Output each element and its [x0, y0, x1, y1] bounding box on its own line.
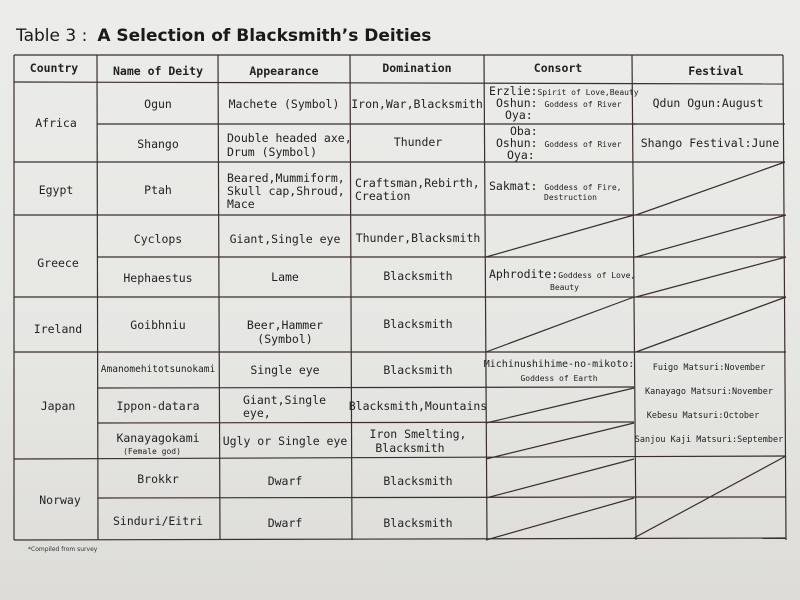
consort-name: Oya:	[505, 108, 533, 122]
deity-kanayagokami: Kanayagokami	[116, 431, 200, 445]
consort-shango-3	[507, 148, 535, 162]
empty-cell-slash	[486, 498, 634, 540]
appearance-brokkr: Dwarf	[267, 474, 303, 488]
appearance-cyclops: Giant,Single eye	[229, 232, 341, 246]
header-consort: Consort	[533, 61, 583, 75]
consort-amanomehitotsunokami: Michinushihime-no-mikoto:	[483, 359, 635, 370]
table-number: Table 3 :	[16, 26, 88, 46]
appearance-hephaestus: Lame	[271, 270, 299, 284]
appearance-goibhniu-1: Beer,Hammer	[246, 318, 324, 332]
festival-japan-4: Sanjou Kaji Matsuri:September	[634, 435, 784, 445]
empty-cell-slash	[486, 423, 634, 459]
consort-name: Oshun:	[496, 96, 538, 110]
festival-japan-1: Fuigo Matsuri:November	[652, 363, 766, 373]
deity-hephaestus: Hephaestus	[123, 271, 193, 285]
consort-ogun-3	[505, 108, 533, 122]
header-appearance: Appearance	[249, 64, 319, 78]
festival-japan-3: Kebesu Matsuri:October	[646, 411, 760, 421]
domination-brokkr: Blacksmith	[383, 474, 453, 488]
deity-sinduri: Sinduri/Eitri	[112, 514, 204, 528]
deity-kanayagokami-note: (Female god)	[123, 447, 181, 456]
appearance-ippon-1: Giant,Single	[243, 393, 327, 407]
deity-ogun: Ogun	[144, 97, 172, 111]
empty-cell-slash	[636, 297, 786, 352]
consort-name: Oshun:	[496, 136, 538, 150]
festival-ogun: Qdun Ogun:August	[652, 96, 764, 110]
deity-ippon: Ippon-datara	[116, 399, 200, 413]
consort-name: Oya:	[507, 148, 535, 162]
consort-ptah-desc-2: Destruction	[544, 193, 597, 202]
consort-desc: Goddess of River	[544, 100, 622, 109]
consort-desc: Goddess of River	[544, 140, 622, 149]
domination-ptah-1: Craftsman,Rebirth,	[355, 176, 480, 190]
country-egypt: Egypt	[38, 183, 74, 197]
empty-cell-slash	[636, 162, 785, 215]
deity-ptah: Ptah	[144, 183, 172, 197]
appearance-ptah-3: Mace	[227, 197, 255, 211]
consort-name: Erzlie:	[489, 84, 538, 98]
empty-cell-slash	[486, 215, 634, 257]
empty-cell-slash	[636, 257, 786, 297]
header-festival: Festival	[688, 64, 744, 78]
domination-kanayagokami-2: Blacksmith	[375, 441, 445, 455]
appearance-ptah-2: Skull cap,Shroud,	[227, 184, 345, 198]
table-title-text: A Selection of Blacksmith’s Deities	[97, 26, 432, 46]
appearance-ogun: Machete (Symbol)	[228, 97, 340, 111]
appearance-sinduri: Dwarf	[267, 516, 303, 530]
appearance-kanayagokami: Ugly or Single eye	[222, 434, 348, 448]
deity-shango: Shango	[137, 137, 179, 151]
consort-name: Oba:	[510, 124, 538, 138]
consort-desc: Goddess of Fire,	[544, 183, 622, 192]
row-divider-ippon-kanaya	[98, 422, 634, 423]
appearance-shango-2: Drum (Symbol)	[227, 145, 318, 159]
festival-japan-2: Kanayago Matsuri:November	[645, 387, 773, 397]
deity-cyclops: Cyclops	[133, 232, 183, 246]
domination-cyclops: Thunder,Blacksmith	[355, 231, 481, 245]
domination-ippon: Blacksmith,Mountains	[348, 399, 488, 413]
country-greece: Greece	[37, 256, 79, 270]
appearance-ippon-2: eye,	[243, 406, 271, 420]
empty-cell-slash	[486, 459, 634, 498]
country-ireland: Ireland	[33, 322, 83, 336]
domination-hephaestus: Blacksmith	[383, 269, 453, 283]
country-africa: Africa	[35, 116, 77, 130]
appearance-amanomehitotsunokami: Single eye	[250, 363, 320, 377]
consort-desc: Goddess of Love,	[558, 271, 636, 280]
appearance-shango-1: Double headed axe,	[227, 131, 352, 145]
festival-shango: Shango Festival:June	[640, 136, 780, 150]
country-norway: Norway	[39, 493, 81, 507]
domination-ptah-2: Creation	[355, 189, 411, 203]
appearance-ptah-1: Beared,Mummiform,	[227, 171, 345, 185]
domination-amanomehitotsunokami: Blacksmith	[383, 363, 453, 377]
deity-amanomehitotsunokami: Amanomehitotsunokami	[100, 364, 216, 375]
table-border-bottom	[14, 538, 786, 540]
domination-shango: Thunder	[393, 135, 443, 149]
domination-sinduri: Blacksmith	[383, 516, 453, 530]
domination-ogun: Iron,War,Blacksmith	[351, 97, 483, 111]
row-divider-ama-ippon	[98, 387, 634, 388]
header-country: Country	[29, 61, 79, 75]
deity-goibhniu: Goibhniu	[130, 318, 186, 332]
consort-name: Sakmat:	[489, 179, 538, 193]
consort-name: Aphrodite:	[489, 267, 559, 281]
empty-cell-slash	[486, 297, 634, 352]
header-domination: Domination	[382, 61, 452, 75]
appearance-goibhniu-2: (Symbol)	[257, 332, 313, 346]
domination-kanayagokami-1: Iron Smelting,	[369, 427, 467, 441]
consort-desc: Spirit of Love,Beauty	[537, 88, 639, 97]
consort-hephaestus-desc-2: Beauty	[550, 283, 579, 292]
domination-goibhniu: Blacksmith	[383, 317, 453, 331]
row-divider-brokkr-sinduri	[98, 497, 634, 498]
deity-brokkr: Brokkr	[137, 472, 179, 486]
empty-cell-slash	[486, 388, 634, 423]
header-deity: Name of Deity	[112, 64, 204, 78]
empty-cell-slash	[636, 215, 786, 257]
footnote: *Compiled from survey	[28, 546, 98, 553]
header-divider	[14, 82, 784, 84]
country-japan: Japan	[40, 399, 76, 413]
consort-amanomehitotsunokami-desc: Goddess of Earth	[520, 374, 598, 383]
